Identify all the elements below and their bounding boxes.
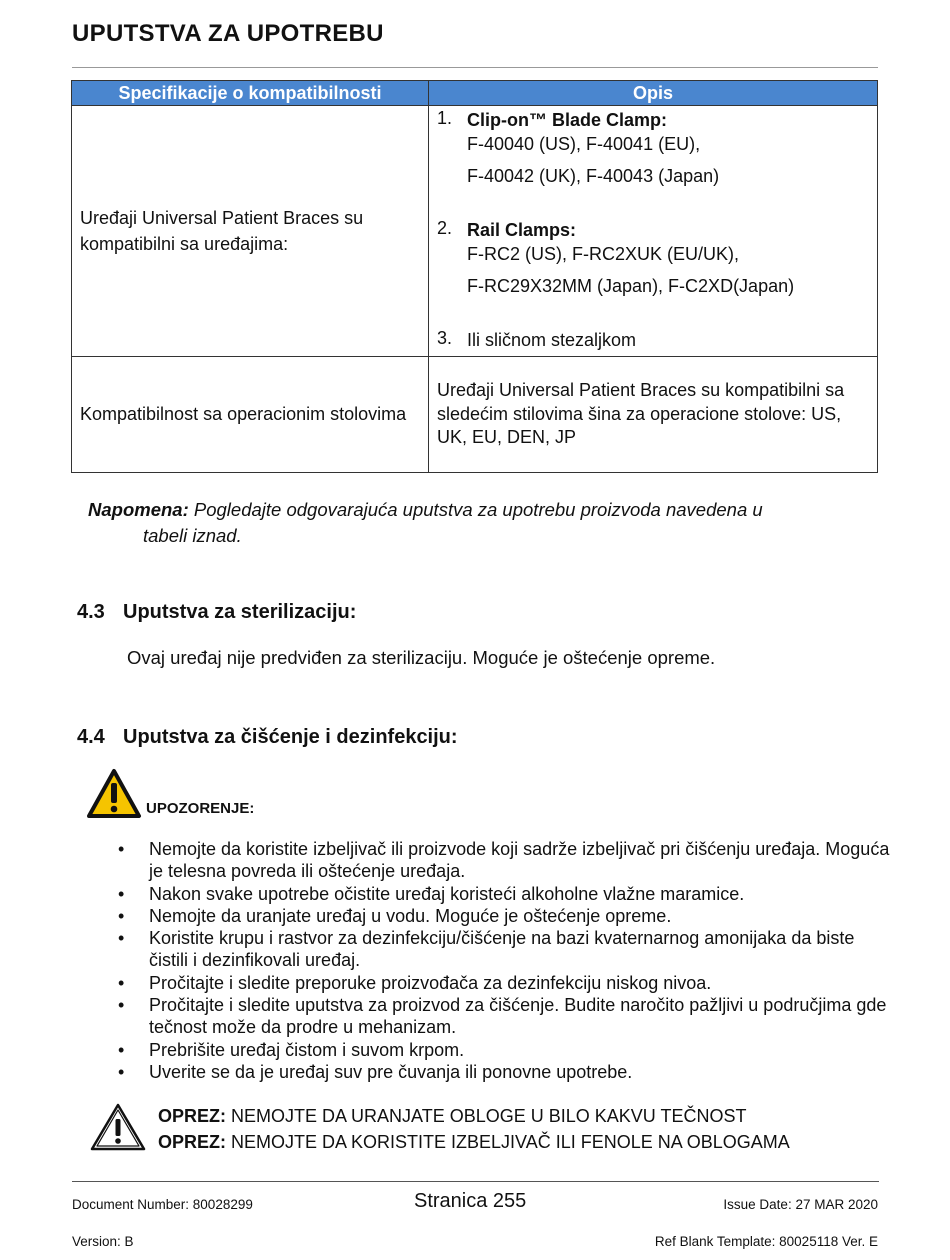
item-name: Rail Clamps: <box>467 220 577 240</box>
title-divider <box>72 67 878 68</box>
bullet-icon: • <box>118 1039 125 1060</box>
list-item <box>100 883 890 905</box>
bullet-icon: • <box>118 1061 125 1082</box>
section-title: Uputstva za sterilizaciju: <box>123 601 357 623</box>
note <box>88 497 878 549</box>
bullet-icon: • <box>118 905 125 926</box>
footer-page-number: Stranica 255 <box>414 1190 527 1212</box>
bullet-text: Nemojte da uranjate uređaj u vodu. Moguće je oštećenje opreme. <box>149 905 672 926</box>
list-item <box>100 927 890 972</box>
section-number: 4.3 <box>77 601 105 623</box>
caution-text: NEMOJTE DA URANJATE OBLOGE U BILO KAKVU TEČNOST <box>226 1106 747 1126</box>
table-cell-compatible-devices <box>72 106 429 357</box>
table-header-spec: Specifikacije o kompatibilnosti <box>72 81 429 106</box>
bullet-icon: • <box>118 972 125 993</box>
list-item <box>437 328 869 352</box>
item-codes: F-RC29X32MM (Japan), F-C2XD(Japan) <box>467 276 795 296</box>
list-item <box>437 218 869 298</box>
bullet-text: Pročitajte i sledite uputstva za proizvod za čišćenje. Budite naročito pažljivi u područjima gde tečnost može da prodre u mehanizam. <box>149 995 887 1038</box>
footer-divider <box>72 1181 879 1182</box>
section-heading-sterilization <box>77 601 356 624</box>
bullet-icon: • <box>118 839 125 859</box>
note-text-continued: tabeli iznad. <box>143 525 242 546</box>
item-number: 1. <box>437 108 453 128</box>
caution-label: OPREZ: <box>158 1132 227 1152</box>
item-codes: F-RC2 (US), F-RC2XUK (EU/UK), <box>467 244 740 264</box>
table-cell-device-list <box>429 106 878 357</box>
footer-issue-date: Issue Date: 27 MAR 2020 <box>723 1197 878 1212</box>
caution-text: NEMOJTE DA KORISTITE IZBELJIVAČ ILI FENOLE NA OBLOGAMA <box>226 1132 790 1152</box>
list-item <box>100 972 890 994</box>
bullet-icon: • <box>118 883 125 904</box>
table-row <box>72 106 878 357</box>
note-text: Pogledajte odgovarajuća uputstva za upotrebu proizvoda navedena u <box>188 499 763 520</box>
section-title: Uputstva za čišćenje i dezinfekciju: <box>123 726 458 748</box>
caution-line <box>158 1106 746 1127</box>
compatible-devices-text: Uređaji Universal Patient Braces su kompatibilni sa uređajima: <box>80 208 364 254</box>
bullet-icon: • <box>118 928 125 949</box>
footer-version: Version: B <box>72 1234 134 1249</box>
table-row <box>72 357 878 473</box>
footer-ref-template: Ref Blank Template: 80025118 Ver. E <box>654 1234 878 1249</box>
table-compatibility-text: Kompatibilnost sa operacionim stolovima <box>80 404 407 424</box>
compatibility-table <box>71 80 878 473</box>
item-text: Ili sličnom stezaljkom <box>467 330 637 350</box>
list-item <box>100 1039 890 1061</box>
bullet-text: Prebrišite uređaj čistom i suvom krpom. <box>149 1039 465 1060</box>
caution-label: OPREZ: <box>158 1106 227 1126</box>
warning-triangle-icon <box>86 768 142 820</box>
caution-line <box>158 1132 790 1153</box>
rail-styles-text: Uređaji Universal Patient Braces su kompatibilni sa sledećim stilovima šina za operacione stolove: US, UK, EU, DEN, JP <box>437 380 845 448</box>
warning-list <box>100 838 890 1083</box>
bullet-text: Uverite se da je uređaj suv pre čuvanja ili ponovne upotrebe. <box>149 1061 633 1082</box>
list-item <box>100 994 890 1039</box>
bullet-text: Pročitajte i sledite preporuke proizvođača za dezinfekciju niskog nivoa. <box>149 972 712 993</box>
sterilization-text: Ovaj uređaj nije predviđen za sterilizaciju. Moguće je oštećenje opreme. <box>127 647 716 668</box>
caution-triangle-icon <box>88 1101 148 1153</box>
table-header-row <box>72 81 878 106</box>
list-item <box>100 838 890 883</box>
item-codes: F-40042 (UK), F-40043 (Japan) <box>467 166 720 186</box>
footer-document-number: Document Number: 80028299 <box>72 1197 253 1212</box>
bullet-text: Koristite krupu i rastvor za dezinfekciju/čišćenje na bazi kvaternarnog amonijaka da biste čistili i dezinfikovali uređaj. <box>149 928 855 971</box>
bullet-icon: • <box>118 995 125 1016</box>
item-number: 2. <box>437 218 453 238</box>
table-header-desc: Opis <box>429 81 878 106</box>
note-label: Napomena: <box>88 499 189 520</box>
list-item <box>437 108 869 188</box>
section-heading-cleaning <box>77 726 458 749</box>
item-codes: F-40040 (US), F-40041 (EU), <box>467 134 701 154</box>
table-cell-table-compatibility <box>72 357 429 473</box>
item-name: Clip-on™ Blade Clamp: <box>467 110 668 130</box>
warning-label: UPOZORENJE: <box>146 800 255 817</box>
list-item <box>100 905 890 927</box>
bullet-text: Nakon svake upotrebe očistite uređaj koristeći alkoholne vlažne maramice. <box>149 883 745 904</box>
section-number: 4.4 <box>77 726 105 748</box>
item-number: 3. <box>437 328 453 348</box>
document-title: UPUTSTVA ZA UPOTREBU <box>72 20 384 47</box>
bullet-text: Nemojte da koristite izbeljivač ili proizvode koji sadrže izbeljivač pri čišćenju uređaja. Moguća je telesna povreda ili oštećenje uređaja. <box>149 839 890 882</box>
list-item <box>100 1061 890 1083</box>
table-cell-rail-styles <box>429 357 878 473</box>
